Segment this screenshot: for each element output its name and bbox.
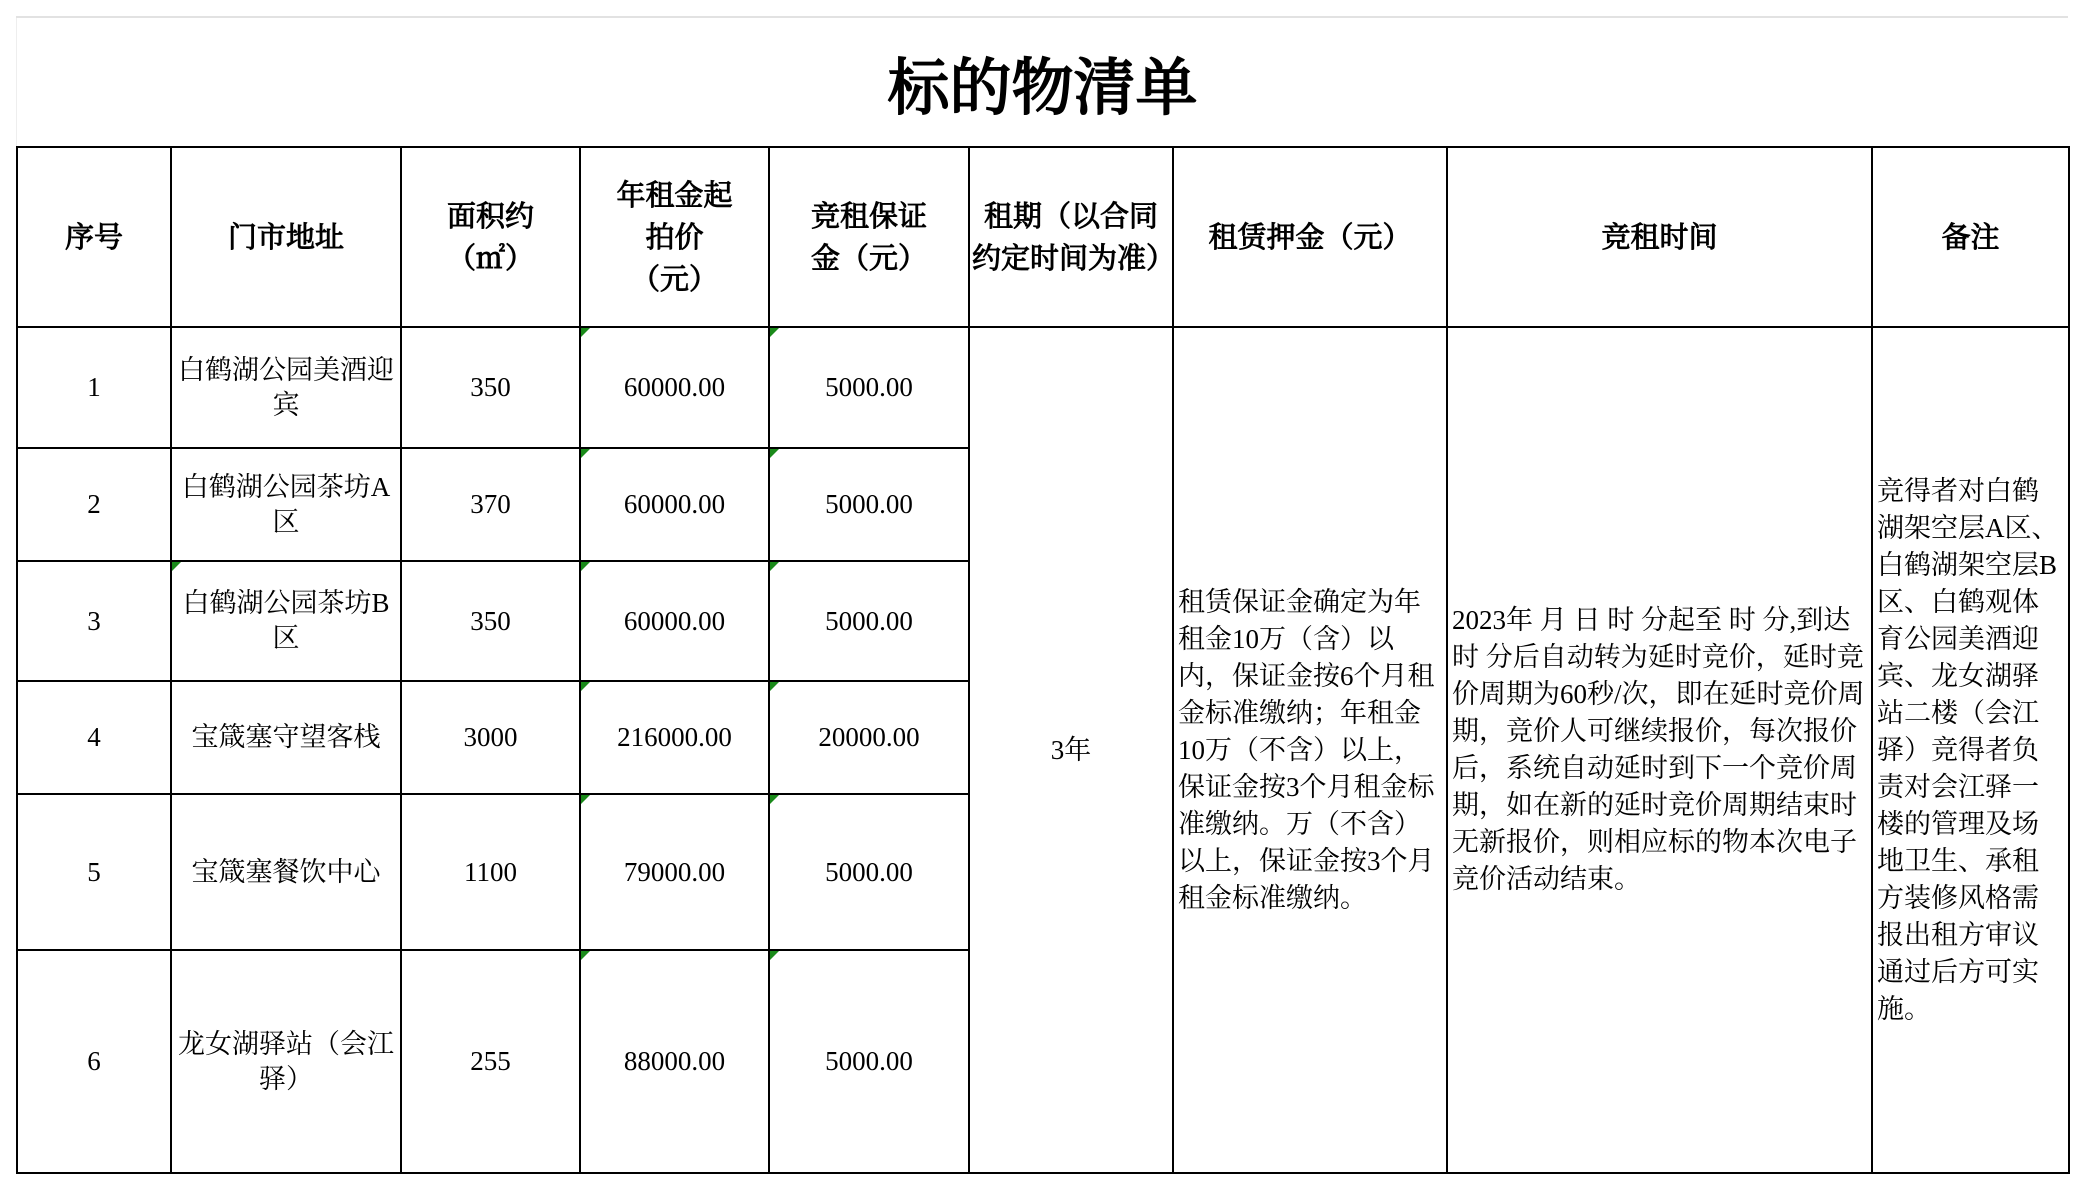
cell-marker-icon xyxy=(581,795,590,804)
cell-index[interactable]: 5 xyxy=(17,794,171,950)
cell-address[interactable]: 宝箴塞守望客栈 xyxy=(171,681,401,794)
cell-marker-icon xyxy=(581,682,590,691)
cell-marker-icon xyxy=(581,449,590,458)
header-rent: 年租金起拍价（元） xyxy=(580,147,769,327)
header-term: 租期（以合同约定时间为准） xyxy=(969,147,1173,327)
header-address: 门市地址 xyxy=(171,147,401,327)
cell-marker-icon xyxy=(581,951,590,960)
cell-rent[interactable]: 60000.00 xyxy=(580,448,769,561)
header-deposit: 租赁押金（元） xyxy=(1173,147,1447,327)
cell-area[interactable]: 350 xyxy=(401,327,580,448)
cell-bond[interactable]: 5000.00 xyxy=(769,448,969,561)
cell-area[interactable]: 3000 xyxy=(401,681,580,794)
cell-area[interactable]: 255 xyxy=(401,950,580,1173)
cell-address[interactable]: 白鹤湖公园茶坊A区 xyxy=(171,448,401,561)
cell-bond[interactable]: 5000.00 xyxy=(769,327,969,448)
cell-rent[interactable]: 60000.00 xyxy=(580,327,769,448)
header-time: 竞租时间 xyxy=(1447,147,1872,327)
cell-area[interactable]: 370 xyxy=(401,448,580,561)
header-area: 面积约（㎡） xyxy=(401,147,580,327)
cell-address[interactable]: 白鹤湖公园美酒迎宾 xyxy=(171,327,401,448)
cell-index[interactable]: 4 xyxy=(17,681,171,794)
table-row xyxy=(17,327,2069,448)
cell-bond[interactable]: 5000.00 xyxy=(769,561,969,681)
cell-marker-icon xyxy=(770,449,779,458)
cell-marker-icon xyxy=(770,328,779,337)
page-title: 标的物清单 xyxy=(16,18,2068,146)
cell-rent[interactable]: 79000.00 xyxy=(580,794,769,950)
cell-notes[interactable]: 竞得者对白鹤湖架空层A区、白鹤湖架空层B区、白鹤观体育公园美酒迎宾、龙女湖驿站二楼（会江驿）竞得者负责对会江驿一楼的管理及场地卫生、承租方装修风格需报出租方审议通过后方可实施。 xyxy=(1872,327,2069,1173)
cell-marker-icon xyxy=(581,328,590,337)
cell-index[interactable]: 1 xyxy=(17,327,171,448)
cell-marker-icon xyxy=(172,562,181,571)
cell-index[interactable]: 3 xyxy=(17,561,171,681)
cell-bond[interactable]: 5000.00 xyxy=(769,794,969,950)
cell-address[interactable]: 白鹤湖公园茶坊B区 xyxy=(171,561,401,681)
cell-area[interactable]: 350 xyxy=(401,561,580,681)
cell-area[interactable]: 1100 xyxy=(401,794,580,950)
header-notes: 备注 xyxy=(1872,147,2069,327)
cell-address[interactable]: 龙女湖驿站（会江驿） xyxy=(171,950,401,1173)
cell-index[interactable]: 6 xyxy=(17,950,171,1173)
listing-table xyxy=(16,146,2070,1174)
cell-marker-icon xyxy=(770,682,779,691)
cell-bond[interactable]: 20000.00 xyxy=(769,681,969,794)
cell-term[interactable]: 3年 xyxy=(969,327,1173,1173)
cell-rent[interactable]: 60000.00 xyxy=(580,561,769,681)
cell-marker-icon xyxy=(770,562,779,571)
header-bond: 竞租保证金（元） xyxy=(769,147,969,327)
cell-marker-icon xyxy=(770,951,779,960)
cell-bond[interactable]: 5000.00 xyxy=(769,950,969,1173)
cell-rent[interactable]: 88000.00 xyxy=(580,950,769,1173)
cell-deposit[interactable]: 租赁保证金确定为年租金10万（含）以内，保证金按6个月租金标准缴纳；年租金10万（不含）以上，保证金按3个月租金标准缴纳。万（不含）以上，保证金按3个月租金标准缴纳。 xyxy=(1173,327,1447,1173)
header-index: 序号 xyxy=(17,147,171,327)
cell-time[interactable]: 2023年 月 日 时 分起至 时 分,到达 时 分后自动转为延时竞价，延时竞价周期为60秒/次，即在延时竞价周期，竞价人可继续报价，每次报价后，系统自动延时到下一个竞价周期，如在新的延时竞价周期结束时无新报价，则相应标的物本次电子竞价活动结束。 xyxy=(1447,327,1872,1173)
header-row xyxy=(17,147,2069,327)
spreadsheet xyxy=(16,16,2068,1174)
cell-index[interactable]: 2 xyxy=(17,448,171,561)
cell-address[interactable]: 宝箴塞餐饮中心 xyxy=(171,794,401,950)
cell-marker-icon xyxy=(581,562,590,571)
cell-rent[interactable]: 216000.00 xyxy=(580,681,769,794)
cell-marker-icon xyxy=(770,795,779,804)
